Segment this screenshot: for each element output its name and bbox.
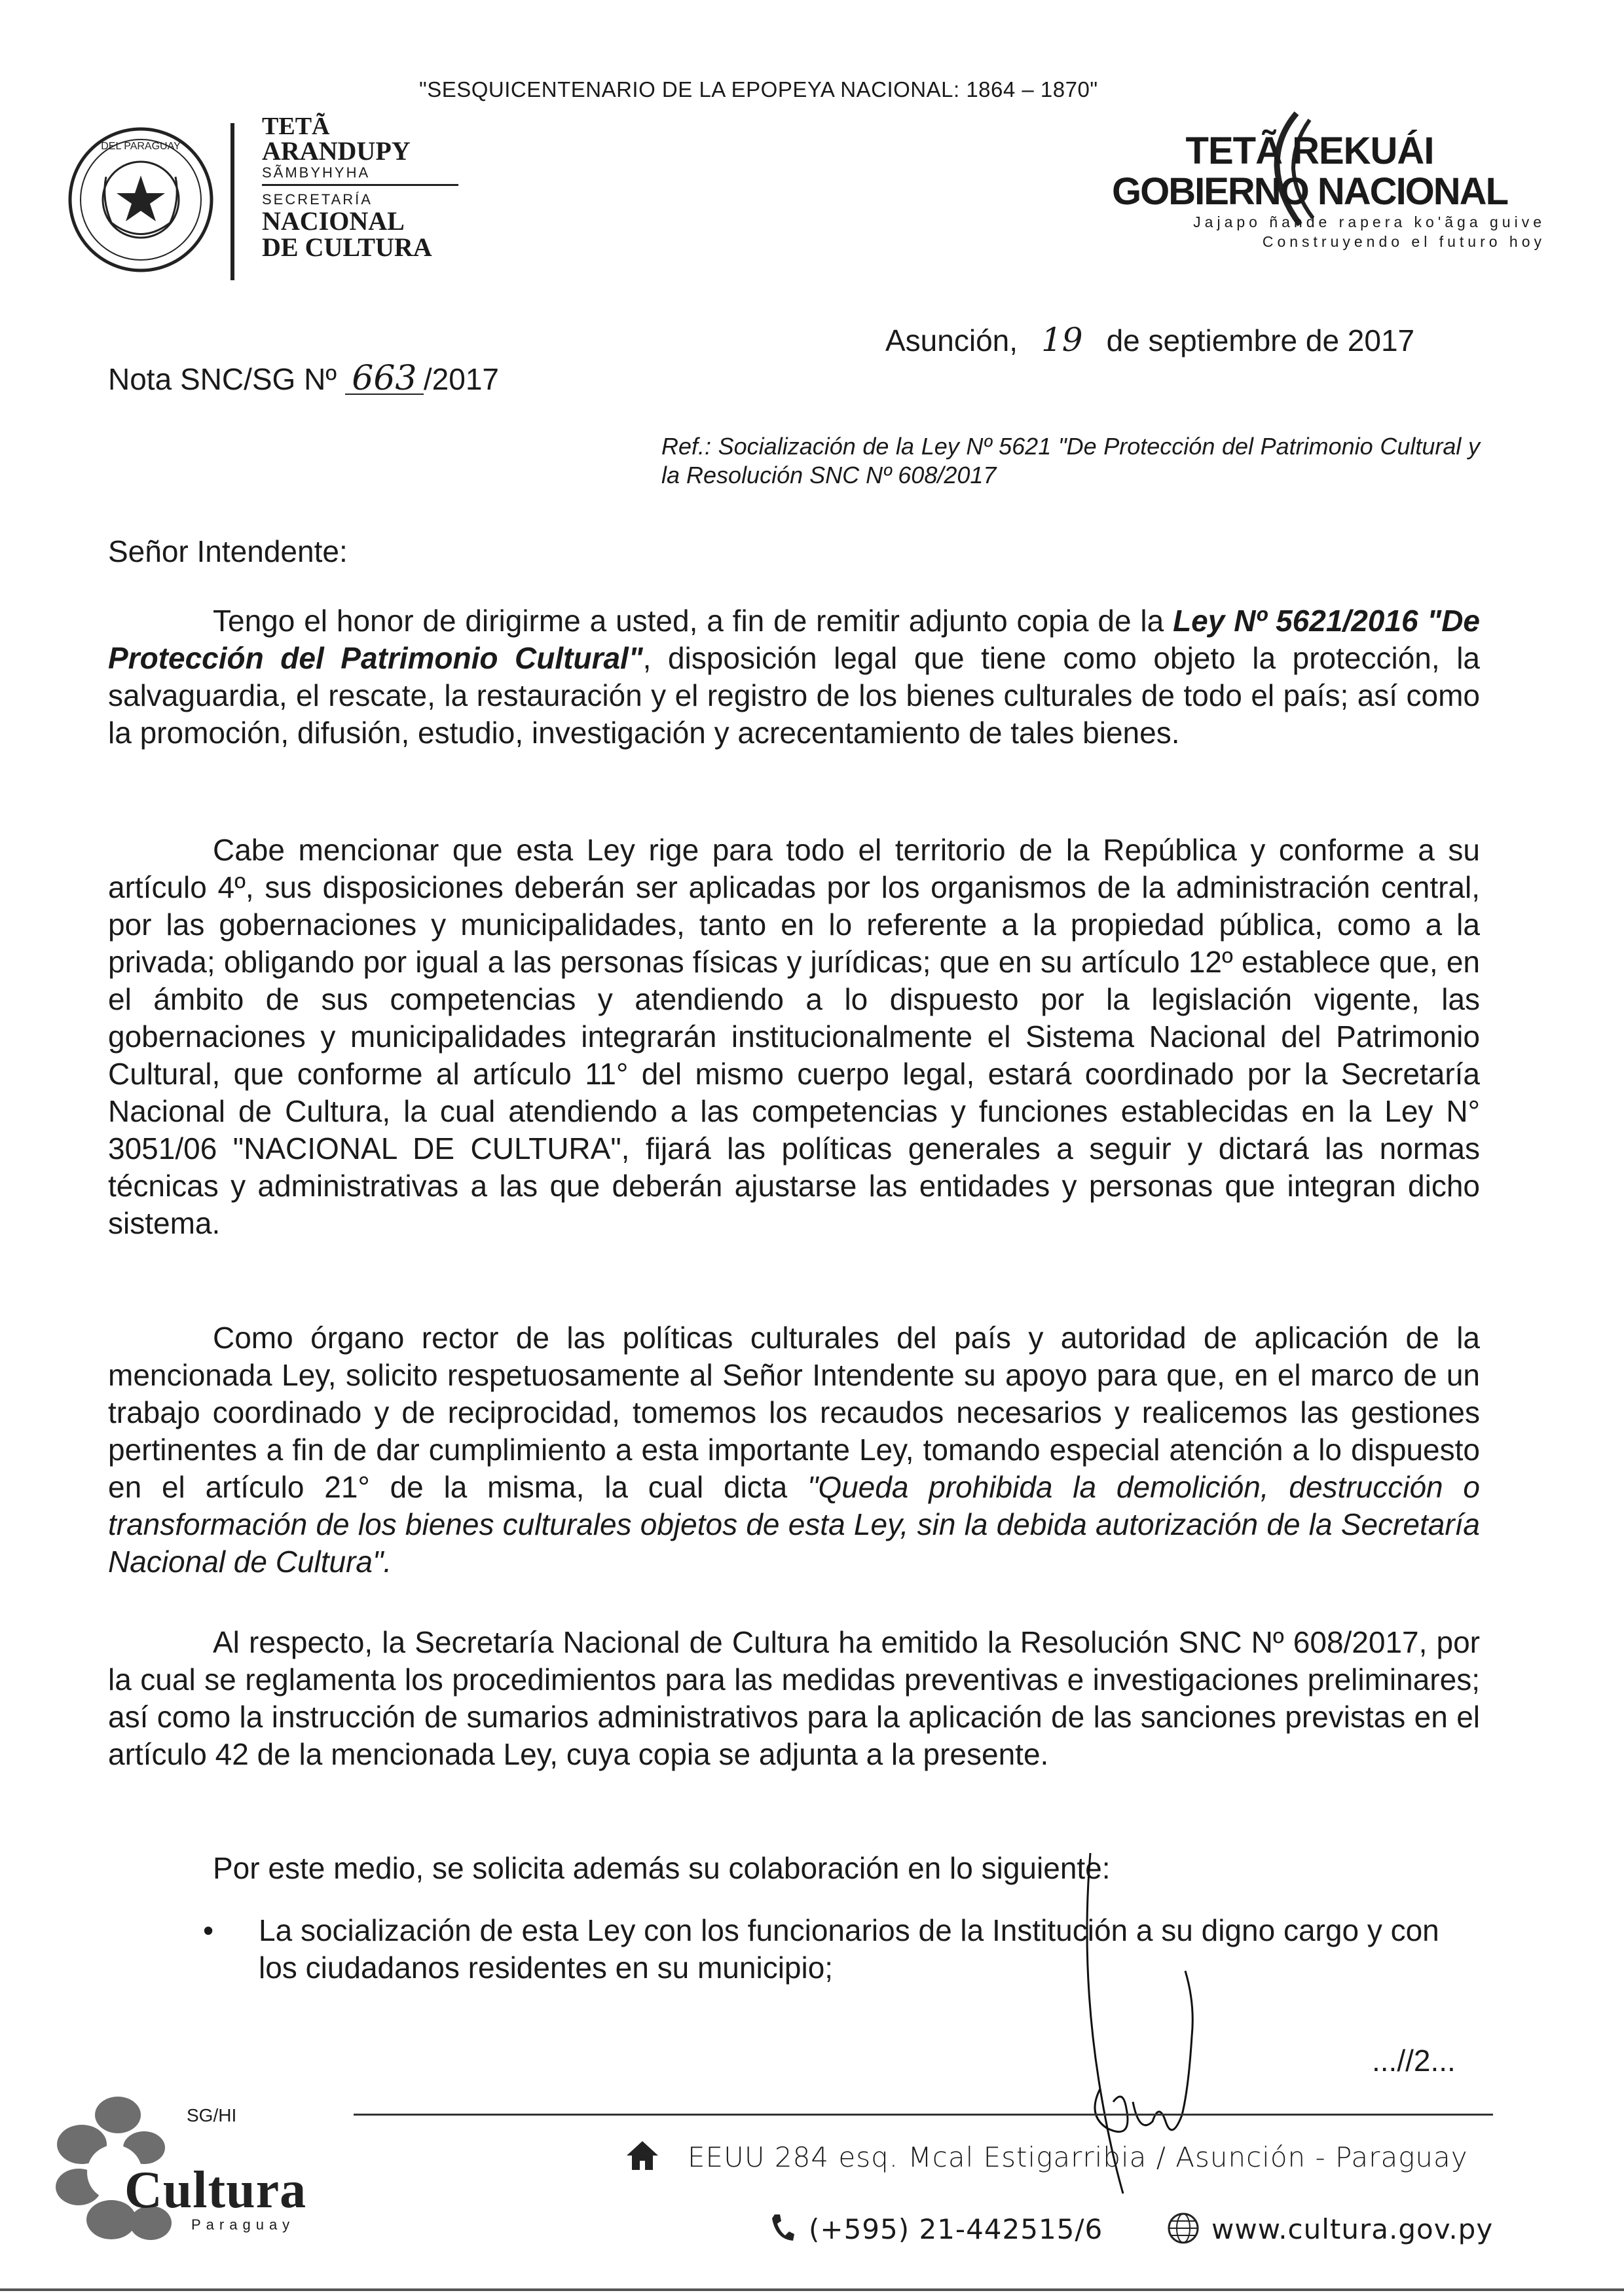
- header-motto: "SESQUICENTENARIO DE LA EPOPEYA NACIONAL: 1864 – 1870": [419, 77, 1098, 101]
- gobierno-logo-block: [1074, 131, 1545, 251]
- gobierno-tagline-guarani: Jajapo ñande rapera ko'ãga guive: [1193, 213, 1545, 230]
- date-prefix: Asunción,: [885, 323, 1018, 358]
- paragraph-4: Al respecto, la Secretaría Nacional de Cultura ha emitido la Resolución SNC Nº 608/2017, por la cual se reglamenta los procedimientos para las medidas preventivas e investigaciones preliminares; así como la instrucción de sumarios administrativos para la aplicación de las sanciones previstas en el artículo 42 de la mencionada Ley, cuya copia se adjunta a la presente.: [108, 1625, 1480, 1771]
- date-day-handwritten: 19: [1041, 321, 1083, 359]
- snc-line-teta: TETÃ: [262, 113, 330, 140]
- snc-logo-block: [262, 115, 471, 261]
- home-icon: [625, 2140, 659, 2171]
- snc-line-decultura: DE CULTURA: [262, 232, 432, 262]
- paragraph-1: [108, 602, 1480, 752]
- snc-line-secretaria: SECRETARÍA: [262, 191, 373, 208]
- gobierno-line-teta-rekuai: TETÃ REKUÁI: [1185, 130, 1434, 172]
- footer-website: www.cultura.gov.py: [1211, 2213, 1494, 2245]
- footer-logo-sub: Paraguay: [191, 2216, 295, 2233]
- note-number: [108, 361, 499, 397]
- paragraph-3: [108, 1319, 1480, 1581]
- note-number-handwritten: 663: [345, 363, 424, 395]
- date-suffix: de septiembre de 2017: [1106, 323, 1415, 358]
- reference-line: Ref.: Socialización de la Ley Nº 5621 "De Protección del Patrimonio Cultural y la Resolución SNC Nº 608/2017: [661, 433, 1480, 488]
- footer-code: SG/HI: [187, 2105, 237, 2125]
- page-bottom-edge: [0, 2288, 1624, 2291]
- note-suffix: /2017: [423, 362, 500, 396]
- snc-line-arandupy: ARANDUPY: [262, 136, 411, 166]
- list-item-text: • La socialización de esta Ley con los funcionarios de la Institución a su digno cargo y con los ciudadanos residentes en su municipio;: [259, 1913, 1439, 1985]
- gobierno-line-gobierno-nacional: GOBIERNO NACIONAL: [1112, 170, 1507, 213]
- snc-line-nacional: NACIONAL: [262, 206, 405, 236]
- salutation: Señor Intendente:: [108, 534, 348, 568]
- phone-icon: [769, 2212, 796, 2243]
- snc-line-sambyhyha: SÃMBYHYHA: [262, 164, 458, 186]
- header-divider: [231, 123, 234, 280]
- globe-icon: [1167, 2212, 1200, 2245]
- paragraph-1-law-title: Ley Nº 5621/2016 "De Protección del Patrimonio Cultural": [108, 604, 1481, 675]
- gobierno-tagline-spanish: Construyendo el futuro hoy: [1262, 233, 1545, 250]
- paragraph-3-quote: "Queda prohibida la demolición, destrucción o transformación de los bienes culturales objetos de esta Ley, sin la debida autorización de la Secretaría Nacional de Cultura".: [108, 1470, 1480, 1579]
- national-seal-icon: [65, 124, 216, 275]
- list-item: [206, 1912, 1480, 1987]
- paragraph-3-text-a: Como órgano rector de las políticas culturales del país y autoridad de aplicación de la mencionada Ley, solicito respetuosamente al Señor Intendente su apoyo para que, en el marco de un trabajo coordinado y de reciprocidad, tomemos los recaudos necesarios y realicemos las gestiones pertinentes a fin de dar cumplimiento a esta importante Ley, tomando especial atención a lo dispuesto en el artículo 21° de la misma, la cual dicta: [108, 1321, 1480, 1504]
- date-line: [885, 321, 1414, 359]
- paragraph-1-text-a: Tengo el honor de dirigirme a usted, a fin de remitir adjunto copia de la: [213, 604, 1173, 638]
- paragraph-1-text-c: , disposición legal que tiene como objeto la protección, la salvaguardia, el rescate, la restauración y el registro de los bienes culturales de todo el país; así como la promoción, difusión, estudio, investigación y acrecentamiento de tales bienes.: [108, 641, 1480, 750]
- svg-text:DEL PARAGUAY: DEL PARAGUAY: [101, 141, 181, 152]
- footer-address: EEUU 284 esq. Mcal Estigarribia / Asunción - Paraguay: [688, 2141, 1468, 2173]
- paragraph-5: Por este medio, se solicita además su colaboración en lo siguiente:: [213, 1851, 1111, 1885]
- paragraph-2: Cabe mencionar que esta Ley rige para todo el territorio de la República y conforme a su artículo 4º, sus disposiciones deberán ser aplicadas por los organismos de la administración central, por las gobernaciones y municipalidades, tanto en lo referente a la propiedad pública, como a la privada; obligando por igual a las personas físicas y jurídicas; que en su artículo 12º establece que, en el ámbito de sus competencias y atendiendo a lo dispuesto por la legislación vigente, las gobernaciones y municipalidades integrarán institucionalmente el Sistema Nacional del Patrimonio Cultural, que conforme al artículo 11° del mismo cuerpo legal, estará coordinado por la Secretaría Nacional de Cultura, la cual atendiendo a las competencias y funciones establecidas en la Ley N° 3051/06 "NACIONAL DE CULTURA", fijará las políticas generales a seguir y dictará las normas técnicas y administrativas a las que deberán ajustarse las entidades y personas que integran dicho sistema.: [108, 833, 1480, 1240]
- footer-logo-word: Cultura: [124, 2161, 307, 2219]
- footer-divider: [354, 2114, 1493, 2116]
- footer-phone: (+595) 21-442515/6: [809, 2213, 1103, 2245]
- page-continuation: ...//2...: [1372, 2044, 1456, 2078]
- note-prefix: Nota SNC/SG Nº: [108, 362, 337, 396]
